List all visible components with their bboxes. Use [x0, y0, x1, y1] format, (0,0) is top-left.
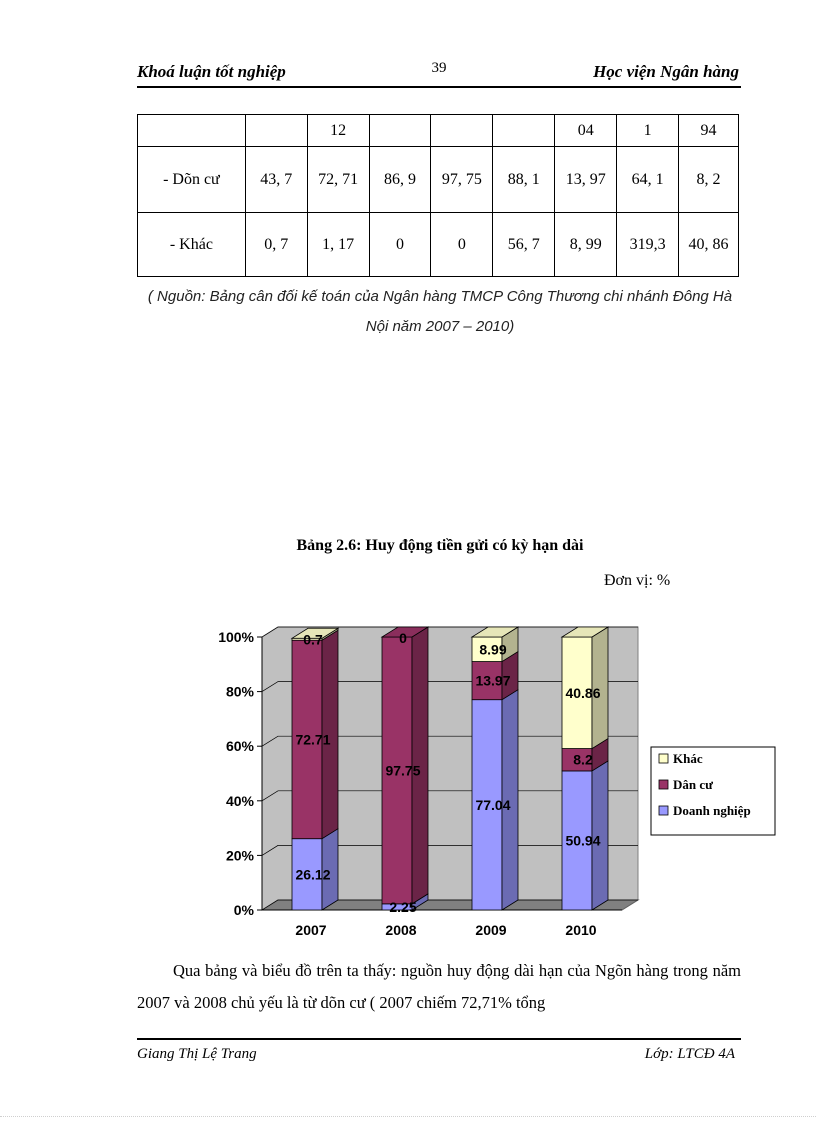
table-row: [138, 115, 739, 147]
page-footer: [137, 1038, 741, 1068]
table-row: [138, 147, 739, 213]
page-number: 39: [431, 60, 447, 76]
table-cell: 56, 7: [493, 213, 555, 277]
table-row: [138, 213, 739, 277]
y-tick-label: 20%: [225, 847, 254, 864]
data-label: 0.7: [303, 631, 323, 648]
legend-box: [651, 747, 775, 835]
data-label: 97.75: [385, 762, 421, 779]
legend-label: Dân cư: [673, 777, 713, 792]
table-cell: 88, 1: [493, 147, 555, 213]
table-cell: 97, 75: [431, 147, 493, 213]
table-cell: 40, 86: [679, 213, 739, 277]
table-cell: [493, 115, 555, 147]
page-bottom-rule: [0, 1116, 816, 1118]
x-tick-label: 2007: [295, 922, 327, 938]
data-label: 2.25: [389, 899, 417, 915]
table-cell: 0: [369, 213, 431, 277]
x-tick-label: 2009: [475, 922, 507, 938]
legend-swatch: [659, 806, 668, 815]
data-label: 8.2: [573, 751, 593, 768]
table-cell: - Dõn cư: [138, 147, 246, 213]
data-label: 50.94: [565, 832, 601, 849]
page-header: [137, 60, 741, 88]
figure-caption: Bảng 2.6: Huy động tiền gửi có kỳ hạn dài: [296, 537, 584, 554]
legend-label: Doanh nghiệp: [673, 803, 751, 818]
table-cell: 43, 7: [245, 147, 307, 213]
data-label: 72.71: [295, 731, 331, 748]
table-cell: 72, 71: [307, 147, 369, 213]
x-tick-label: 2008: [385, 922, 417, 938]
table-cell: 0, 7: [245, 213, 307, 277]
legend-swatch: [659, 780, 668, 789]
table-cell: 64, 1: [617, 147, 679, 213]
data-label: 0: [399, 630, 407, 646]
y-tick-label: 100%: [218, 629, 254, 645]
body-paragraph: [137, 955, 741, 1019]
footer-class: Lớp: LTCĐ 4A: [644, 1046, 735, 1062]
table-cell: [245, 115, 307, 147]
table-cell: 1, 17: [307, 213, 369, 277]
table-cell: 86, 9: [369, 147, 431, 213]
y-tick-label: 60%: [225, 738, 254, 755]
data-label: 40.86: [565, 684, 601, 701]
table-cell: [369, 115, 431, 147]
y-tick-label: 0%: [233, 902, 254, 918]
y-tick-label: 80%: [225, 683, 254, 700]
data-table: [137, 114, 739, 277]
unit-note: Đơn vị: %: [604, 572, 671, 589]
table-cell: 04: [555, 115, 617, 147]
table-cell: 13, 97: [555, 147, 617, 213]
table-cell: 319,3: [617, 213, 679, 277]
data-label: 77.04: [475, 796, 511, 813]
table-cell: [138, 115, 246, 147]
data-label: 8.99: [479, 641, 507, 658]
x-tick-label: 2010: [565, 922, 597, 938]
table-source-note: ( Nguồn: Bảng cân đối kế toán của Ngân hàng TMCP Công Thương chi nhánh Đông Hà Nội năm 2007 – 2010): [147, 288, 733, 335]
table-cell: 8, 99: [555, 213, 617, 277]
legend-swatch: [659, 754, 668, 763]
table-cell: 0: [431, 213, 493, 277]
footer-author: Giang Thị Lệ Trang: [137, 1046, 257, 1062]
body-paragraph-text: Qua bảng và biểu đồ trên ta thấy: nguồn huy động dài hạn của Ngõn hàng trong năm 2007 và 2008 chủ yếu là từ dõn cư ( 2007 chiếm 72,71% tổng: [137, 961, 741, 1012]
table-cell: - Khác: [138, 213, 246, 277]
legend-label: Khác: [673, 751, 703, 766]
table-cell: 1: [617, 115, 679, 147]
table-cell: 8, 2: [679, 147, 739, 213]
table-cell: 12: [307, 115, 369, 147]
data-label: 26.12: [295, 866, 331, 883]
data-label: 13.97: [475, 672, 511, 689]
table-cell: [431, 115, 493, 147]
header-institution: Học viện Ngân hàng: [593, 62, 739, 81]
table-cell: 94: [679, 115, 739, 147]
stacked-bar-chart: [205, 615, 785, 945]
header-thesis-title: Khoá luận tốt nghiệp: [137, 62, 286, 81]
y-tick-label: 40%: [225, 792, 254, 809]
